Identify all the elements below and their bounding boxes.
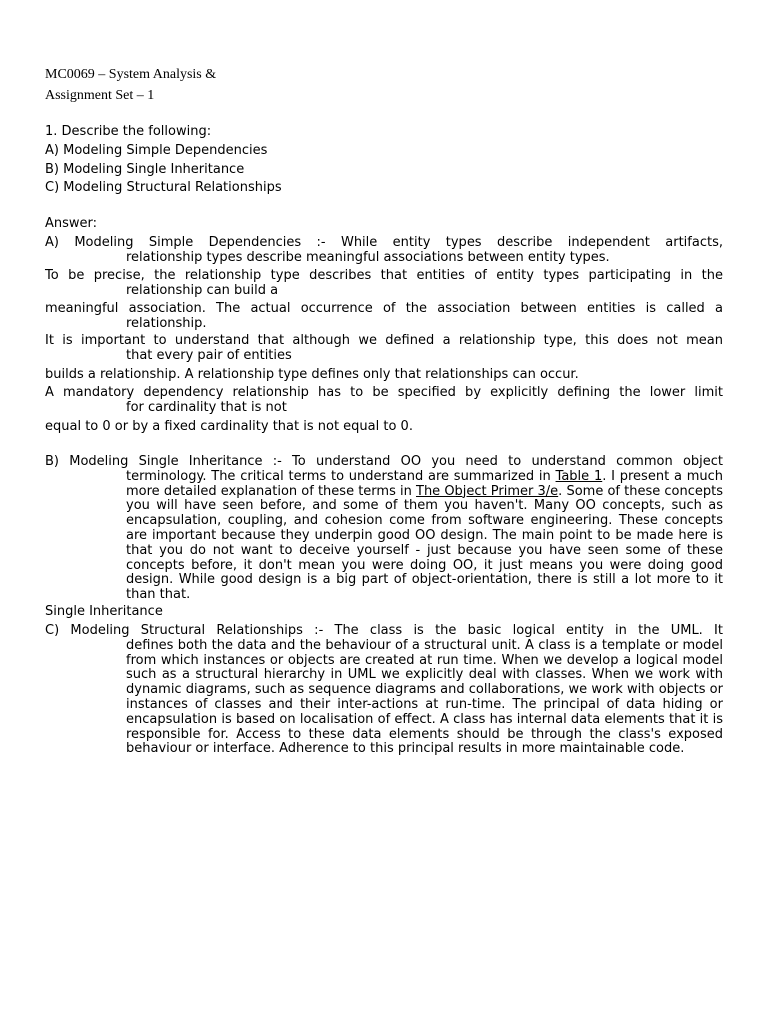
question-item-a: A) Modeling Simple Dependencies: [45, 143, 268, 158]
answer-c-body: defines both the data and the behaviour of a structural unit. A class is a template or model from which instances or objects are created at run time. When we develop a logical model such as a structural hierarchy in UML we explicitly deal with classes. When we work with dynamic diagrams, such as sequence diagrams and collaborations, we work with objects or instances of classes and their inter-actions at run-time. The principal of data hiding or encapsulation is based on localisation of effect. A class has internal data elements that it is responsible for. Access to these data elements should be through the class's exposed behaviour or interface. Adherence to this principal results in more maintainable code.: [126, 637, 723, 757]
single-inheritance-label: Single Inheritance: [45, 604, 163, 619]
question-item-b: B) Modeling Single Inheritance: [45, 162, 245, 177]
object-primer-link[interactable]: The Object Primer 3/e: [416, 483, 559, 499]
answer-a-para-4: [45, 333, 723, 363]
para-continuation: relationship types describe meaningful associations between entity types.: [126, 250, 610, 265]
answer-label: Answer:: [45, 216, 98, 231]
para-continuation: that every pair of entities: [126, 348, 292, 363]
answer-a-para-5: builds a relationship. A relationship type defines only that relationships can occur.: [45, 367, 579, 382]
question-item-c: C) Modeling Structural Relationships: [45, 180, 282, 195]
para-continuation: relationship.: [126, 316, 207, 331]
answer-b-block: [45, 455, 723, 603]
answer-a-para-1: [45, 235, 723, 265]
para-continuation: for cardinality that is not: [126, 400, 287, 415]
answer-a-para-2: [45, 268, 723, 298]
answer-a-para-6: [45, 385, 723, 415]
answer-b-body: [45, 470, 723, 603]
header-line-1: MC0069 – System Analysis &: [45, 67, 217, 82]
para-first-line: meaningful association. The actual occurrence of the association between entities is called a: [45, 301, 723, 316]
answer-a-para-3: [45, 301, 723, 331]
body-text: . I present a much more detailed explanation of these terms in: [126, 468, 723, 499]
para-first-line: A) Modeling Simple Dependencies :- While entity types describe independent artifacts,: [45, 235, 723, 250]
answer-a-para-7: equal to 0 or by a fixed cardinality that is not equal to 0.: [45, 419, 413, 434]
para-first-line: C) Modeling Structural Relationships :- The class is the basic logical entity in the UML. It: [45, 623, 723, 638]
body-text: . Some of these concepts you will have seen before, and some of them you haven't. Many OO concepts, such as encapsulation, coupling, and cohesion come from software engineering. These concepts are important because they underpin good OO design. The main point to be made here is that you do not want to deceive yourself - just because you have seen some of these concepts before, it don't mean you were doing OO, it just means you were doing good design. While good design is a big part of object-orientation, there is still a lot more to it than that.: [126, 483, 723, 603]
para-first-line: It is important to understand that although we defined a relationship type, this does not mean: [45, 333, 723, 348]
body-text: terminology. The critical terms to understand are summarized in: [126, 468, 556, 484]
question-title: 1. Describe the following:: [45, 124, 212, 139]
answer-c-block: [45, 624, 723, 757]
header-line-2: Assignment Set – 1: [45, 88, 155, 103]
para-continuation: relationship can build a: [126, 283, 279, 298]
para-first-line: To be precise, the relationship type describes that entities of entity types participating in the: [45, 268, 723, 283]
para-first-line: A mandatory dependency relationship has to be specified by explicitly defining the lower limit: [45, 385, 723, 400]
para-first-line: B) Modeling Single Inheritance :- To understand OO you need to understand common object: [45, 454, 723, 469]
table-1-link[interactable]: Table 1: [555, 468, 603, 484]
